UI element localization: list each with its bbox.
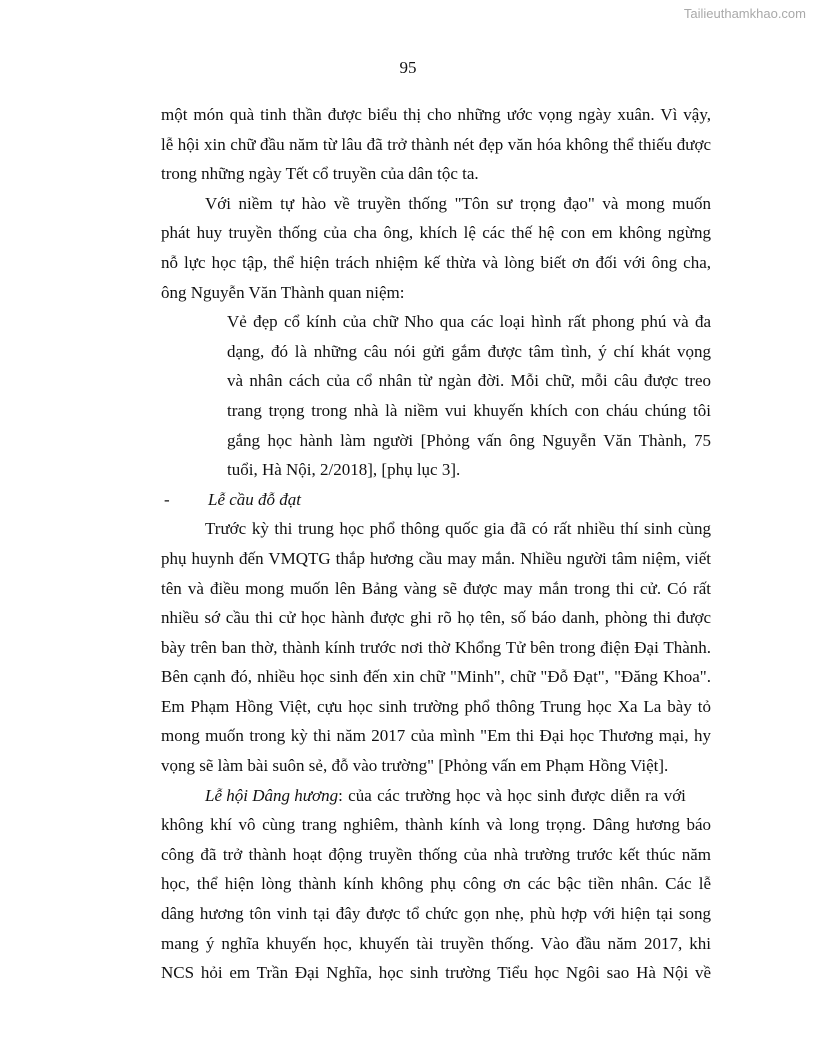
text-line: mang ý nghĩa khuyến học, khuyến tài truyền thống. Vào đầu năm 2017, khi [161,933,711,953]
quote-line: Vẻ đẹp cổ kính của chữ Nho qua các loại hình rất phong phú và đa [227,312,711,332]
text-line: phát huy truyền thống của cha ông, khích lệ các thế hệ con em không ngừng [161,223,711,243]
quote-line: và nhân cách của cổ nhân từ ngàn đời. Mỗi chữ, mỗi câu được treo [227,371,711,391]
subheading-title: Lễ cầu đỗ đạt [208,489,302,509]
text-line: mong muốn trong kỳ thi năm 2017 của mình "Em thi Đại học Thương mại, hy [161,726,711,746]
text-line: Em Phạm Hồng Việt, cựu học sinh trường phổ thông Trung học Xa La bày tỏ [161,696,711,716]
list-dash: - [164,489,170,509]
watermark: Tailieuthamkhao.com [683,6,806,21]
text-line: một món quà tinh thần được biểu thị cho những ước vọng ngày xuân. Vì vậy, [161,105,711,124]
text-line: vọng sẽ làm bài suôn sẻ, đỗ vào trường" [Phỏng vấn em Phạm Hồng Việt]. [161,756,669,776]
text-line: phụ huynh đến VMQTG thắp hương cầu may mắn. Nhiều người tâm niệm, viết [161,548,711,568]
text-line [161,781,711,811]
text-line: Trước kỳ thi trung học phổ thông quốc gia đã có rất nhiều thí sinh cùng [205,519,711,539]
text-line: bày trên ban thờ, thành kính trước nơi thờ Khổng Tử bên trong điện Đại Thành. [161,637,711,657]
text-line: nhiều sớ cầu thi cử học hành được ghi rõ họ tên, số báo danh, phòng thi được [161,608,711,628]
text-line: không khí vô cùng trang nghiêm, thành kính và long trọng. Dâng hương báo [161,815,711,835]
text-line: công đã trở thành hoạt động truyền thống của nhà trường trước kết thúc năm [161,844,711,864]
text-line: ông Nguyễn Văn Thành quan niệm: [161,282,405,302]
text-line: nỗ lực học tập, thể hiện trách nhiệm kế thừa và lòng biết ơn đối với ông cha, [161,252,711,272]
quote-line: tuổi, Hà Nội, 2/2018], [phụ lục 3]. [227,460,461,480]
quote-line: gắng học hành làm người [Phỏng vấn ông Nguyễn Văn Thành, 75 [227,430,711,450]
text-line: lễ hội xin chữ đầu năm từ lâu đã trở thành nét đẹp văn hóa không thể thiếu được [161,134,711,154]
emphasis-title: Lễ hội Dâng hương [205,785,339,805]
quote-line: dạng, đó là những câu nói gửi gắm được tâm tình, ý chí khát vọng [227,341,711,361]
quote-line: trang trọng trong nhà là niềm vui khuyến khích con cháu chúng tôi [227,400,711,420]
text-line: Với niềm tự hào về truyền thống "Tôn sư trọng đạo" và mong muốn [205,193,711,213]
text-line: tên và điều mong muốn lên Bảng vàng sẽ được may mắn trong thi cử. Có rất [161,578,711,598]
text-line: trong những ngày Tết cổ truyền của dân tộc ta. [161,164,479,184]
document-body [161,100,711,988]
text-line: NCS hỏi em Trần Đại Nghĩa, học sinh trường Tiểu học Ngôi sao Hà Nội về [161,963,711,983]
text-run: : của các trường học và học sinh được diễn ra với [338,785,686,805]
text-line: Bên cạnh đó, nhiều học sinh đến xin chữ "Minh", chữ "Đỗ Đạt", "Đăng Khoa". [161,667,711,687]
page-number: 95 [399,58,417,77]
subheading [161,485,711,515]
text-line: dâng hương tôn vinh tại đây được tổ chức gọn nhẹ, phù hợp với hiện tại song [161,904,711,924]
text-line: học, thể hiện lòng thành kính không phụ công ơn các bậc tiền nhân. Các lễ [161,874,711,894]
